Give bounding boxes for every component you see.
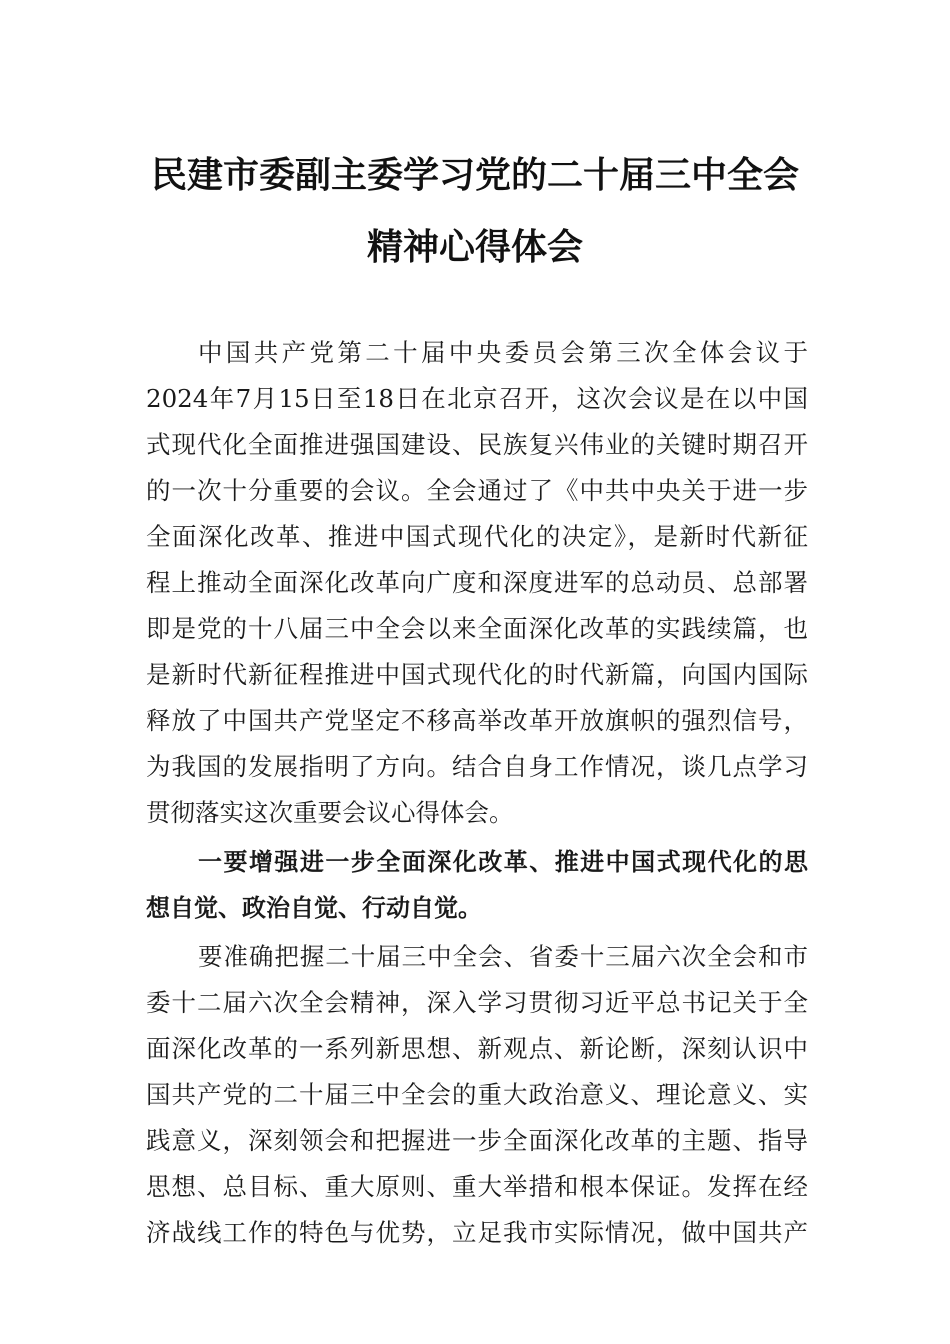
text-line: 程上推动全面深化改革向广度和深度进军的总动员、总部署 (146, 568, 808, 597)
text-line: 中国共产党第二十届中央委员会第三次全体会议于 (198, 338, 808, 367)
text-line: 践意义，深刻领会和把握进一步全面深化改革的主题、指导 (146, 1126, 808, 1155)
heading-line: 想自觉、政治自觉、行动自觉。 (146, 894, 482, 922)
text-line: 为我国的发展指明了方向。结合自身工作情况，谈几点学习 (146, 752, 808, 781)
text-line: 要准确把握二十届三中全会、省委十三届六次全会和市 (198, 942, 808, 971)
heading-line: 一要增强进一步全面深化改革、推进中国式现代化的思 (198, 848, 808, 876)
text-line: 的一次十分重要的会议。全会通过了《中共中央关于进一步 (146, 476, 808, 505)
text-line: 委十二届六次全会精神，深入学习贯彻习近平总书记关于全 (146, 988, 808, 1017)
text-line: 思想、总目标、重大原则、重大举措和根本保证。发挥在经 (146, 1172, 808, 1201)
text-line: 面深化改革的一系列新思想、新观点、新论断，深刻认识中 (146, 1034, 808, 1063)
text-line: 是新时代新征程推进中国式现代化的时代新篇，向国内国际 (146, 660, 808, 689)
text-line: 释放了中国共产党坚定不移高举改革开放旗帜的强烈信号， (146, 706, 808, 735)
text-line: 全面深化改革、推进中国式现代化的决定》，是新时代新征 (146, 522, 808, 551)
title-line-2: 精神心得体会 (366, 227, 583, 268)
text-line: 国共产党的二十届三中全会的重大政治意义、理论意义、实 (146, 1080, 808, 1109)
paragraph-heading-one (146, 839, 808, 931)
text-line: 济战线工作的特色与优势，立足我市实际情况，做中国共产 (146, 1218, 808, 1247)
text-line: 即是党的十八届三中全会以来全面深化改革的实践续篇，也 (146, 614, 808, 643)
paragraph-body (146, 934, 808, 1256)
title-line-1: 民建市委副主委学习党的二十届三中全会 (150, 155, 799, 196)
text-line: 式现代化全面推进强国建设、民族复兴伟业的关键时期召开 (146, 430, 808, 459)
document-title (100, 155, 850, 268)
text-line: 贯彻落实这次重要会议心得体会。 (146, 798, 514, 827)
text-line: 2024年7月15日至18日在北京召开，这次会议是在以中国 (146, 384, 808, 413)
document-body (146, 330, 808, 1256)
paragraph-intro (146, 330, 808, 836)
